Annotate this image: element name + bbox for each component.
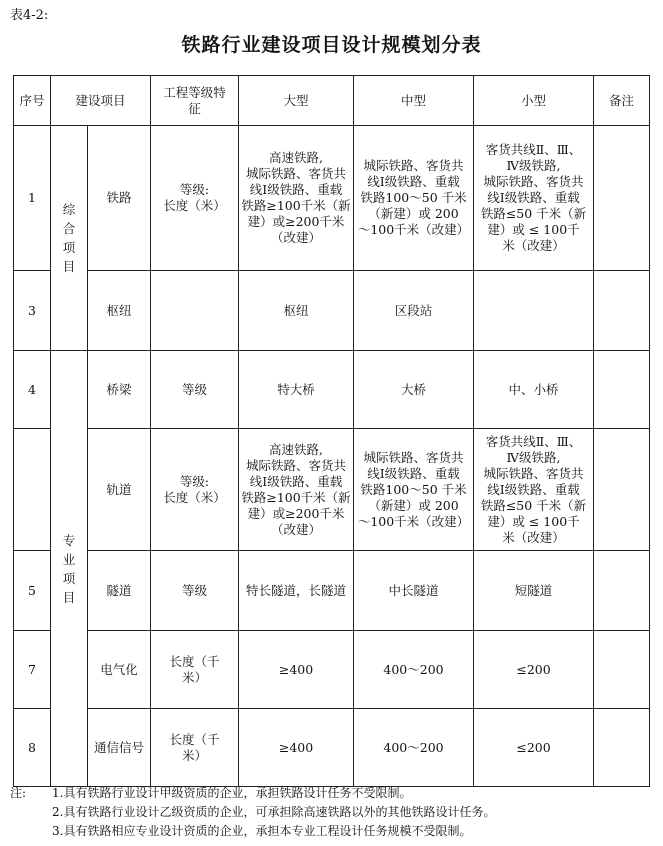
row-remark [594, 126, 650, 271]
row-remark [594, 551, 650, 631]
row-index: 4 [14, 351, 51, 429]
row-medium [354, 126, 474, 271]
row-small: 短隧道 [474, 551, 594, 631]
notes-label: 注: [10, 786, 27, 800]
row-medium-text: 城际铁路、客货共 线Ⅰ级铁路、重载 铁路100～50 千米 （新建）或 200 ～100千米（改建） [357, 158, 470, 237]
row-feature-text: 等级: 长度（米） [163, 473, 226, 505]
notes-list [52, 784, 495, 841]
row-item: 枢纽 [88, 271, 151, 351]
row-small-text: 客货共线Ⅱ、Ⅲ、 Ⅳ级铁路, 城际铁路、客货共 线Ⅰ级铁路、重载 铁路≤50 千米（新 建）或 ≤ 100千 米（改建） [480, 142, 587, 253]
header-large: 大型 [239, 76, 354, 126]
header-feature-text: 工程等级特 征 [163, 84, 226, 116]
row-remark [594, 351, 650, 429]
row-feature [151, 429, 239, 551]
header-project: 建设项目 [51, 76, 151, 126]
row-remark [594, 271, 650, 351]
row-medium: 大桥 [354, 351, 474, 429]
row-medium: 400～200 [354, 709, 474, 787]
row-index [14, 429, 51, 551]
row-feature-text: 长度（千 米） [169, 653, 220, 685]
row-index: 7 [14, 631, 51, 709]
row-small: 中、小桥 [474, 351, 594, 429]
row-medium: 区段站 [354, 271, 474, 351]
row-large [239, 126, 354, 271]
note-item: 3.具有铁路相应专业设计资质的企业，承担本专业工程设计任务规模不受限制。 [52, 824, 472, 838]
row-index: 1 [14, 126, 51, 271]
header-index: 序号 [14, 76, 51, 126]
row-feature: 等级 [151, 351, 239, 429]
header-feature [151, 76, 239, 126]
row-feature-text: 等级: 长度（米） [163, 182, 226, 213]
table-row [14, 351, 650, 429]
header-remark: 备注 [594, 76, 650, 126]
row-medium: 中长隧道 [354, 551, 474, 631]
row-large: 特长隧道，长隧道 [239, 551, 354, 631]
table-row [14, 271, 650, 351]
table-row [14, 551, 650, 631]
row-item: 轨道 [88, 429, 151, 551]
row-small [474, 126, 594, 271]
scale-classification-table [13, 75, 650, 787]
row-small [474, 271, 594, 351]
table-row [14, 709, 650, 787]
row-remark [594, 631, 650, 709]
row-small: ≤200 [474, 631, 594, 709]
table-number: 表4-2: [10, 8, 49, 23]
row-small [474, 429, 594, 551]
row-index: 5 [14, 551, 51, 631]
row-small: ≤200 [474, 709, 594, 787]
row-remark [594, 709, 650, 787]
header-small: 小型 [474, 76, 594, 126]
table-row [14, 429, 650, 551]
row-index: 3 [14, 271, 51, 351]
group-specialty-label: 专 业 项 目 [62, 532, 76, 605]
row-item: 电气化 [88, 631, 151, 709]
note-item: 2.具有铁路行业设计乙级资质的企业，可承担除高速铁路以外的其他铁路设计任务。 [52, 805, 496, 819]
document-title: 铁路行业建设项目设计规模划分表 [181, 34, 482, 56]
row-medium [354, 429, 474, 551]
group-comprehensive-label: 综 合 项 目 [62, 202, 76, 274]
row-feature-text: 长度（千 米） [169, 731, 220, 763]
row-large: 枢纽 [239, 271, 354, 351]
row-feature: 等级 [151, 551, 239, 631]
table-row [14, 631, 650, 709]
row-small-text: 客货共线Ⅱ、Ⅲ、 Ⅳ级铁路, 城际铁路、客货共 线Ⅰ级铁路、重载 铁路≤50 千米（新 建）或 ≤ 100千 米（改建） [480, 433, 587, 545]
row-feature [151, 709, 239, 787]
row-feature [151, 631, 239, 709]
group-comprehensive [51, 126, 88, 351]
header-medium: 中型 [354, 76, 474, 126]
row-remark [594, 429, 650, 551]
row-feature [151, 271, 239, 351]
group-specialty [51, 351, 88, 787]
row-large-text: 高速铁路, 城际铁路、客货共 线Ⅰ级铁路、重载 铁路≥100千米（新 建）或≥200千米 （改建） [241, 441, 351, 537]
row-index: 8 [14, 709, 51, 787]
row-medium: 400～200 [354, 631, 474, 709]
row-item: 桥梁 [88, 351, 151, 429]
row-large: ≥400 [239, 631, 354, 709]
note-item: 1.具有铁路行业设计甲级资质的企业，承担铁路设计任务不受限制。 [52, 786, 412, 800]
table-row [14, 126, 650, 271]
row-medium-text: 城际铁路、客货共 线Ⅰ级铁路、重载 铁路100～50 千米 （新建）或 200 ～100千米（改建） [357, 449, 470, 529]
row-item: 铁路 [88, 126, 151, 271]
header-row [14, 76, 650, 126]
row-large: 特大桥 [239, 351, 354, 429]
notes-section [10, 784, 495, 841]
row-item: 通信信号 [88, 709, 151, 787]
row-feature [151, 126, 239, 271]
row-large-text: 高速铁路, 城际铁路、客货共 线Ⅰ级铁路、重载 铁路≥100千米（新 建）或≥200千米 （改建） [241, 150, 351, 245]
row-large [239, 429, 354, 551]
row-large: ≥400 [239, 709, 354, 787]
row-item: 隧道 [88, 551, 151, 631]
